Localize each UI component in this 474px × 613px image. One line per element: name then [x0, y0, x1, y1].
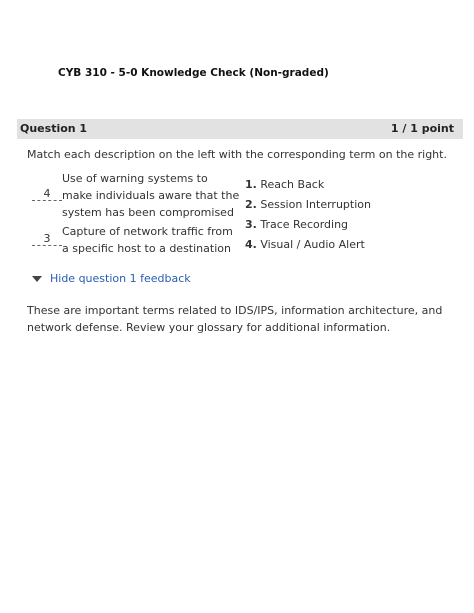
- term-item: [245, 235, 371, 255]
- term-number: 2.: [245, 198, 257, 211]
- match-description: Use of warning systems to make individuals aware that the system has been compromised: [62, 172, 240, 219]
- match-answer: 3: [32, 232, 62, 246]
- question-header: [17, 119, 463, 139]
- question-score: 1 / 1 point: [390, 122, 454, 135]
- term-item: [245, 175, 371, 195]
- document-title: CYB 310 - 5-0 Knowledge Check (Non-graded): [58, 67, 329, 79]
- match-description: Capture of network traffic from a specific host to a destination: [62, 225, 233, 255]
- term-number: 4.: [245, 238, 257, 251]
- term-label: Visual / Audio Alert: [260, 238, 365, 251]
- term-item: [245, 215, 371, 235]
- feedback-text: These are important terms related to IDS/IPS, information architecture, and network defense. Review your glossary for additional information.: [27, 304, 443, 334]
- term-item: [245, 195, 371, 215]
- term-label: Reach Back: [260, 178, 325, 191]
- triangle-down-icon[interactable]: [32, 276, 42, 282]
- question-prompt: Match each description on the left with the corresponding term on the right.: [27, 148, 447, 161]
- hide-feedback-link[interactable]: [32, 272, 191, 285]
- term-number: 1.: [245, 178, 257, 191]
- hide-feedback-label[interactable]: Hide question 1 feedback: [50, 272, 191, 285]
- match-answer: 4: [32, 187, 62, 201]
- term-list: [245, 175, 371, 255]
- term-label: Trace Recording: [260, 218, 349, 231]
- term-number: 3.: [245, 218, 257, 231]
- term-label: Session Interruption: [260, 198, 371, 211]
- question-label: Question 1: [20, 122, 88, 135]
